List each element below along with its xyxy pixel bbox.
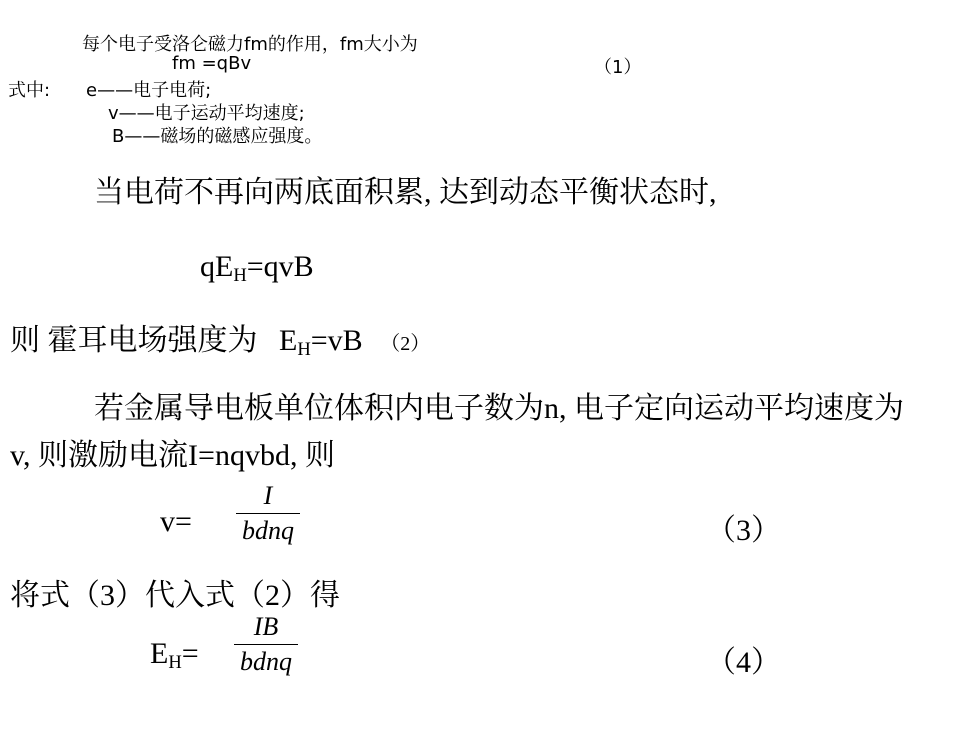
equation-2-number: （2） — [380, 333, 431, 355]
equation-4-numerator: IB — [234, 612, 298, 645]
where-prefix: 式中: — [8, 80, 51, 101]
equation-3-lhs: v= — [160, 505, 192, 538]
equation-4-lhs: $E_H=$ — [150, 637, 199, 674]
definition-v: v——电子运动平均速度; — [108, 103, 305, 124]
definition-e: e——电子电荷; — [86, 80, 212, 101]
equation-4-fraction — [234, 612, 298, 677]
equation-2-line: 则 霍耳电场强度为 $E_H=vB$ （2） — [10, 324, 431, 361]
substitution-line: 将式（3）代入式（2）得 — [10, 579, 340, 612]
equation-4-number: （4） — [706, 646, 781, 679]
equation-1: fm =qBv — [172, 53, 252, 74]
equation-3-number: （3） — [706, 514, 781, 547]
paragraph-equilibrium: 当电荷不再向两底面积累, 达到动态平衡状态时, — [94, 176, 717, 209]
equation-1-number: （1） — [594, 57, 642, 78]
equation-balance: $qE_H=qvB$ — [200, 250, 314, 287]
intro-text: 每个电子受洛仑磁力fm的作用，fm大小为 — [82, 34, 418, 55]
paragraph-electron-density-line1: 若金属导电板单位体积内电子数为n, 电子定向运动平均速度为 — [94, 392, 904, 425]
equation-3-fraction — [236, 481, 300, 546]
equation-3-denominator: bdnq — [242, 516, 294, 545]
paragraph-electron-density-line2: v, 则激励电流I=nqvbd, 则 — [10, 439, 335, 472]
definition-B: B——磁场的磁感应强度。 — [112, 126, 323, 147]
equation-3-numerator: I — [236, 481, 300, 514]
equation-4-denominator: bdnq — [240, 647, 292, 676]
